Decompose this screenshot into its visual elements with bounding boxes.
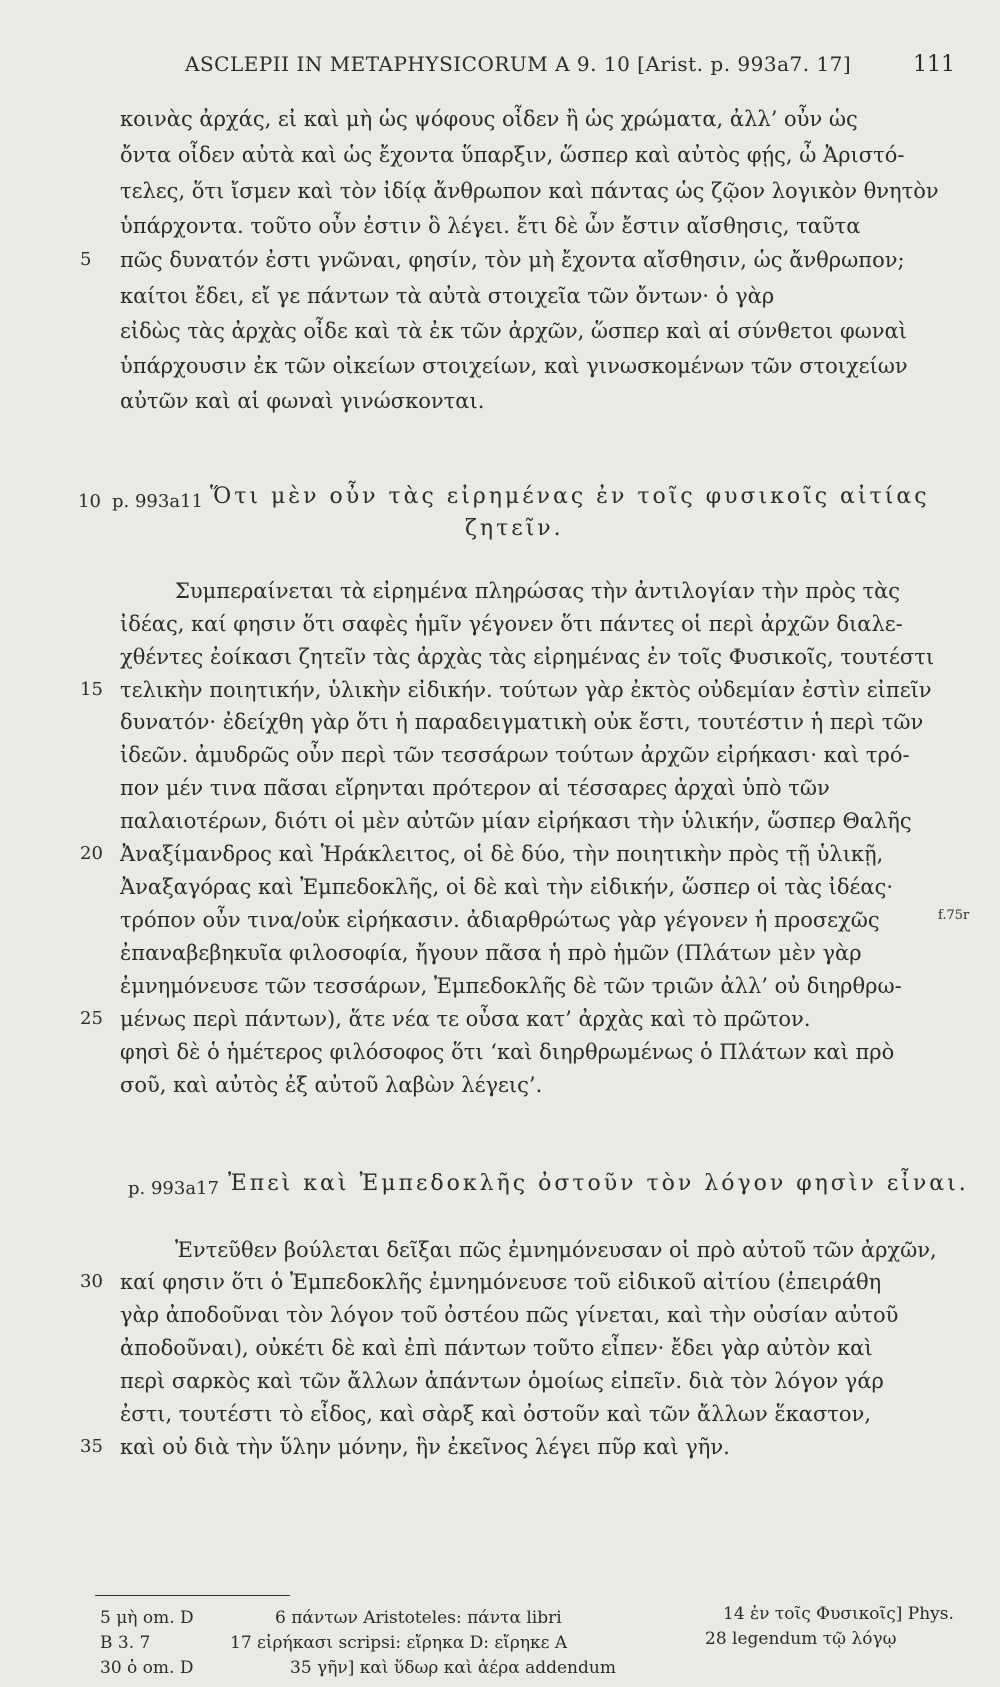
lemma-text: Ὅτι μὲν οὖν τὰς εἰρημένας ἐν τοῖς φυσικοῖς αἰτίας xyxy=(210,484,930,509)
apparatus-entry: 5 μὴ om. D xyxy=(100,1608,194,1628)
text-line: ἰδέας, καί φησιν ὅτι σαφὲς ἡμῖν γέγονεν ὅτι πάντες οἱ περὶ ἀρχῶν διαλε- xyxy=(120,612,903,636)
text-line: Ἀναξαγόρας καὶ Ἐμπεδοκλῆς, οἱ δὲ καὶ τὴν εἰδικήν, ὥσπερ οἱ τὰς ἰδέας· xyxy=(120,875,894,899)
text-line: ἰδεῶν. ἀμυδρῶς οὖν περὶ τῶν τεσσάρων τούτων ἀρχῶν εἰρήκασι· καὶ τρό- xyxy=(120,743,910,767)
text-line: πον μέν τινα πᾶσαι εἴρηνται πρότερον αἱ τέσσαρες ἀρχαὶ ὑπὸ τῶν xyxy=(120,776,830,800)
lemma-reference: p. 993a11 xyxy=(112,491,203,512)
text-line: καί φησιν ὅτι ὁ Ἐμπεδοκλῆς ἐμνημόνευσε τοῦ εἰδικοῦ αἰτίου (ἐπειράθη xyxy=(120,1270,882,1294)
lemma-text-continued: ζητεῖν. xyxy=(465,516,564,541)
text-line: χθέντες ἐοίκασι ζητεῖν τὰς ἀρχὰς τὰς εἰρημένας ἐν τοῖς Φυσικοῖς, τουτέστι xyxy=(120,645,935,669)
text-line: καίτοι ἔδει, εἴ γε πάντων τὰ αὐτὰ στοιχεῖα τῶν ὄντων· ὁ γὰρ xyxy=(120,284,775,308)
line-number: 35 xyxy=(80,1436,103,1457)
page-header xyxy=(185,52,955,92)
text-line: καὶ οὐ διὰ τὴν ὕλην μόνην, ἣν ἐκεῖνος λέγει πῦρ καὶ γῆν. xyxy=(120,1435,730,1459)
text-line: τελες, ὅτι ἴσμεν καὶ τὸν ἰδίᾳ ἄνθρωπον καὶ πάντας ὡς ζῷον λογικὸν θνητὸν xyxy=(120,179,939,203)
page-number: 111 xyxy=(913,52,955,77)
text-line: ὑπάρχουσιν ἐκ τῶν οἰκείων στοιχείων, καὶ γινωσκομένων τῶν στοιχείων xyxy=(120,354,908,378)
line-number: 15 xyxy=(80,679,103,700)
text-line: ἐμνημόνευσε τῶν τεσσάρων, Ἐμπεδοκλῆς δὲ τῶν τριῶν ἀλλ’ οὐ διηρθρω- xyxy=(120,974,902,998)
line-number: 25 xyxy=(80,1008,103,1029)
text-line: φησὶ δὲ ὁ ἡμέτερος φιλόσοφος ὅτι ‘καὶ διηρθρωμένως ὁ Πλάτων καὶ πρὸ xyxy=(120,1040,895,1064)
running-title: ASCLEPII IN METAPHYSICORUM A 9. 10 [Arist. p. 993a7. 17] xyxy=(185,52,852,76)
apparatus-entry: 35 γῆν] καὶ ὕδωρ καὶ ἀέρα addendum xyxy=(290,1658,616,1678)
apparatus-entry: 6 πάντων Aristoteles: πάντα libri xyxy=(275,1608,562,1628)
apparatus-entry: B 3. 7 xyxy=(100,1633,151,1653)
text-line: σοῦ, καὶ αὐτὸς ἐξ αὐτοῦ λαβὼν λέγεις’. xyxy=(120,1073,543,1097)
line-number: 30 xyxy=(80,1271,103,1292)
text-line: ἐστι, τουτέστι τὸ εἶδος, καὶ σὰρξ καὶ ὀστοῦν καὶ τῶν ἄλλων ἕκαστον, xyxy=(120,1402,871,1426)
line-number: 5 xyxy=(80,249,92,270)
lemma-reference: p. 993a17 xyxy=(128,1178,219,1199)
text-line: ἀποδοῦναι), οὐκέτι δὲ καὶ ἐπὶ πάντων τοῦτο εἶπεν· ἔδει γὰρ αὐτὸν καὶ xyxy=(120,1336,873,1360)
text-line: πῶς δυνατόν ἐστι γνῶναι, φησίν, τὸν μὴ ἔχοντα αἴσθησιν, ὡς ἄνθρωπον; xyxy=(120,248,905,272)
footnote-rule xyxy=(95,1595,290,1596)
text-line: γὰρ ἀποδοῦναι τὸν λόγον τοῦ ὀστέου πῶς γίνεται, καὶ τὴν οὐσίαν αὐτοῦ xyxy=(120,1303,899,1327)
line-number: 20 xyxy=(80,843,103,864)
text-line: ὄντα οἶδεν αὐτὰ καὶ ὡς ἔχοντα ὕπαρξιν, ὥσπερ καὶ αὐτὸς φῄς, ὦ Ἀριστό- xyxy=(120,143,905,167)
text-line: Ἀναξίμανδρος καὶ Ἡράκλειτος, οἱ δὲ δύο, τὴν ποιητικὴν πρὸς τῇ ὑλικῇ, xyxy=(120,842,884,866)
text-line: κοινὰς ἀρχάς, εἰ καὶ μὴ ὡς ψόφους οἶδεν ἢ ὡς χρώματα, ἀλλ’ οὖν ὡς xyxy=(120,107,858,131)
text-line: μένως περὶ πάντων), ἅτε νέα τε οὖσα κατ’ ἀρχὰς καὶ τὸ πρῶτον. xyxy=(120,1007,811,1031)
text-line: περὶ σαρκὸς καὶ τῶν ἄλλων ἁπάντων ὁμοίως εἰπεῖν. διὰ τὸν λόγον γάρ xyxy=(120,1369,884,1393)
apparatus-entry: 17 εἰρήκασι scripsi: εἴρηκα D: εἴρηκε A xyxy=(230,1633,568,1653)
text-line: εἰδὼς τὰς ἀρχὰς οἶδε καὶ τὰ ἐκ τῶν ἀρχῶν, ὥσπερ καὶ αἱ σύνθετοι φωναὶ xyxy=(120,319,907,343)
text-line: δυνατόν· ἐδείχθη γὰρ ὅτι ἡ παραδειγματικὴ οὐκ ἔστι, τουτέστιν ἡ περὶ τῶν xyxy=(120,710,924,734)
text-line: αὐτῶν καὶ αἱ φωναὶ γινώσκονται. xyxy=(120,389,485,413)
line-number: 10 xyxy=(78,491,101,512)
apparatus-entry: 30 ὁ om. D xyxy=(100,1658,194,1678)
text-line: παλαιοτέρων, διότι οἱ μὲν αὐτῶν μίαν εἰρήκασι τὴν ὑλικήν, ὥσπερ Θαλῆς xyxy=(120,809,912,833)
apparatus-entry: 28 legendum τῷ λόγῳ xyxy=(705,1629,897,1649)
text-line: τελικὴν ποιητικήν, ὑλικὴν εἰδικήν. τούτων γὰρ ἐκτὸς οὐδεμίαν ἐστὶν εἰπεῖν xyxy=(120,678,932,702)
apparatus-entry: 14 ἐν τοῖς Φυσικοῖς] Phys. xyxy=(723,1604,954,1624)
lemma-text: Ἐπεὶ καὶ Ἐμπεδοκλῆς ὀστοῦν τὸν λόγον φησὶν εἶναι. xyxy=(228,1171,969,1196)
manuscript-folio-note: f.75r xyxy=(938,908,970,923)
text-line: τρόπον οὖν τινα/οὐκ εἰρήκασιν. ἀδιαρθρώτως γὰρ γέγονεν ἡ προσεχῶς xyxy=(120,908,880,932)
text-line: ὑπάρχοντα. τοῦτο οὖν ἐστιν ὃ λέγει. ἔτι δὲ ὧν ἔστιν αἴσθησις, ταῦτα xyxy=(120,214,861,238)
text-line: Συμπεραίνεται τὰ εἰρημένα πληρώσας τὴν ἀντιλογίαν τὴν πρὸς τὰς xyxy=(175,579,901,603)
text-line: ἐπαναβεβηκυῖα φιλοσοφία, ἤγουν πᾶσα ἡ πρὸ ἡμῶν (Πλάτων μὲν γὰρ xyxy=(120,941,862,965)
text-line: Ἐντεῦθεν βούλεται δεῖξαι πῶς ἐμνημόνευσαν οἱ πρὸ αὐτοῦ τῶν ἀρχῶν, xyxy=(175,1238,937,1262)
